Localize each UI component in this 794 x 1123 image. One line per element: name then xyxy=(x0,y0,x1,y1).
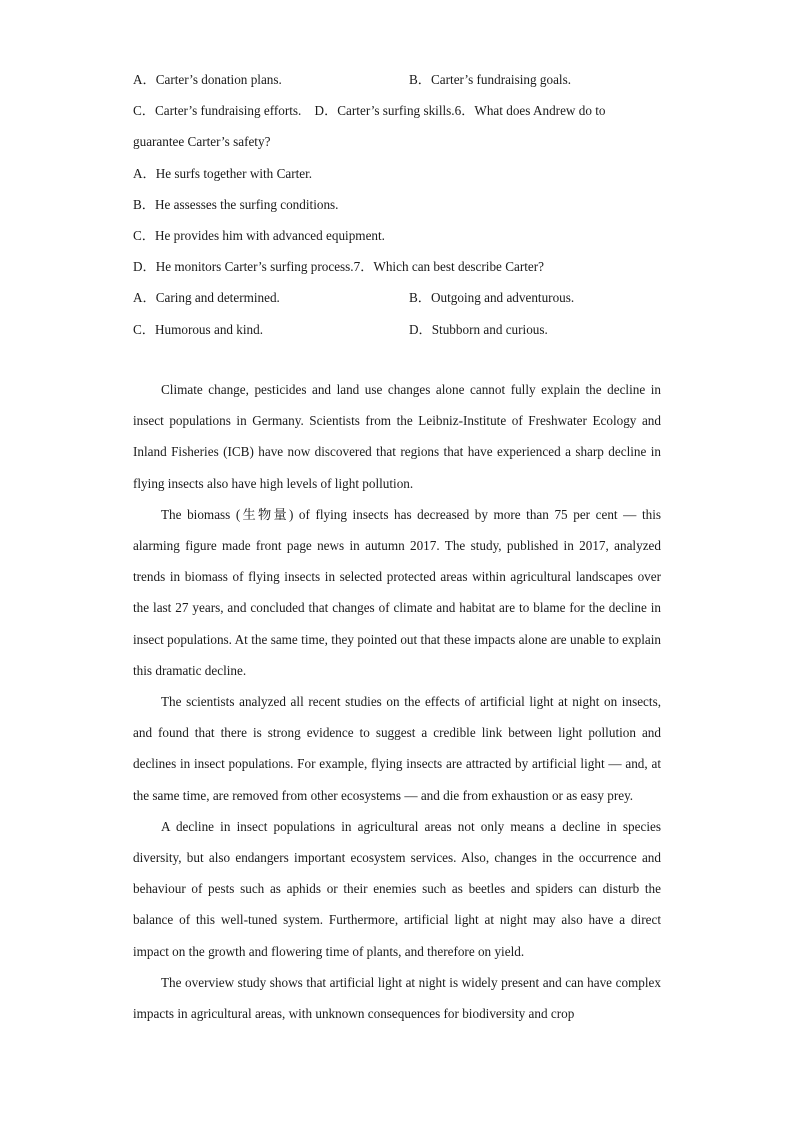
q6-option-a-line xyxy=(133,158,661,189)
q6-stem-line xyxy=(133,126,661,157)
q6-stem-start: 6．What does Andrew do to xyxy=(454,103,606,119)
q7-option-d: D．Stubborn and curious. xyxy=(409,321,548,337)
q7-option-c: C．Humorous and kind. xyxy=(133,321,264,337)
q7-stem: 7．Which can best describe Carter? xyxy=(353,259,545,275)
passage-paragraph-2: The biomass (生物量) of flying insects has decreased by more than 75 per cent — this alarming figure made front page news in autumn 2017. The study, published in 2017, analyzed trends in biomass of flying insects in selected protected areas within agricultural landscapes over the last 27 years, and concluded that changes of climate and habitat are to blame for the decline in insect populations. At the same time, they pointed out that these impacts alone are unable to explain this dramatic decline. xyxy=(133,506,661,678)
q7-option-b: B．Outgoing and adventurous. xyxy=(409,290,575,306)
reading-passage xyxy=(133,374,661,1029)
q6-option-d: D．He monitors Carter’s surfing process. xyxy=(133,259,354,275)
q5-option-c: C．Carter’s fundraising efforts. xyxy=(133,103,302,119)
question-options-section xyxy=(133,64,661,345)
q6-option-b-line xyxy=(133,189,661,220)
q5-option-b: B．Carter’s fundraising goals. xyxy=(409,72,572,87)
q6-option-a: A．He surfs together with Carter. xyxy=(133,165,313,181)
q6-option-d-line xyxy=(133,251,661,282)
q5-option-d: D．Carter’s surfing skills. xyxy=(314,103,455,119)
passage-paragraph-1: Climate change, pesticides and land use changes alone cannot fully explain the decline in insect populations in Germany. Scientists from the Leibniz-Institute of Freshwater Ecology and Inland Fisheries (ICB) have now discovered that regions that have experienced a sharp decline in flying insects also have high levels of light pollution. xyxy=(133,382,661,491)
q6-option-b: B．He assesses the surfing conditions. xyxy=(133,196,339,212)
passage-paragraph-3: The scientists analyzed all recent studies on the effects of artificial light at night on insects, and found that there is strong evidence to suggest a credible link between light pollution and declines in insect populations. For example, flying insects are attracted by artificial light — and, at the same time, are removed from other ecosystems — and die from exhaustion or as easy prey. xyxy=(133,694,661,803)
q6-option-c: C．He provides him with advanced equipment. xyxy=(133,227,385,243)
q7-options-row-2 xyxy=(133,314,661,345)
q6-stem-end: guarantee Carter’s safety? xyxy=(133,134,271,150)
passage-paragraph-4: A decline in insect populations in agricultural areas not only means a decline in species diversity, but also endangers important ecosystem services. Also, changes in the occurrence and behaviour of pests such as aphids or their enemies such as beetles and spiders can disturb the balance of this well-tuned system. Furthermore, artificial light at night may also have a direct impact on the growth and flowering time of plants, and therefore on yield. xyxy=(133,818,661,959)
q7-option-a: A．Caring and determined. xyxy=(133,290,280,306)
q6-option-c-line xyxy=(133,220,661,251)
q5-options-row-2 xyxy=(133,95,661,126)
q5-option-a: A．Carter’s donation plans. xyxy=(133,72,282,87)
q5-options-row-1 xyxy=(133,64,661,95)
q7-options-row-1 xyxy=(133,282,661,313)
passage-paragraph-5: The overview study shows that artificial light at night is widely present and can have complex impacts in agricultural areas, with unknown consequences for biodiversity and crop xyxy=(133,974,661,1022)
